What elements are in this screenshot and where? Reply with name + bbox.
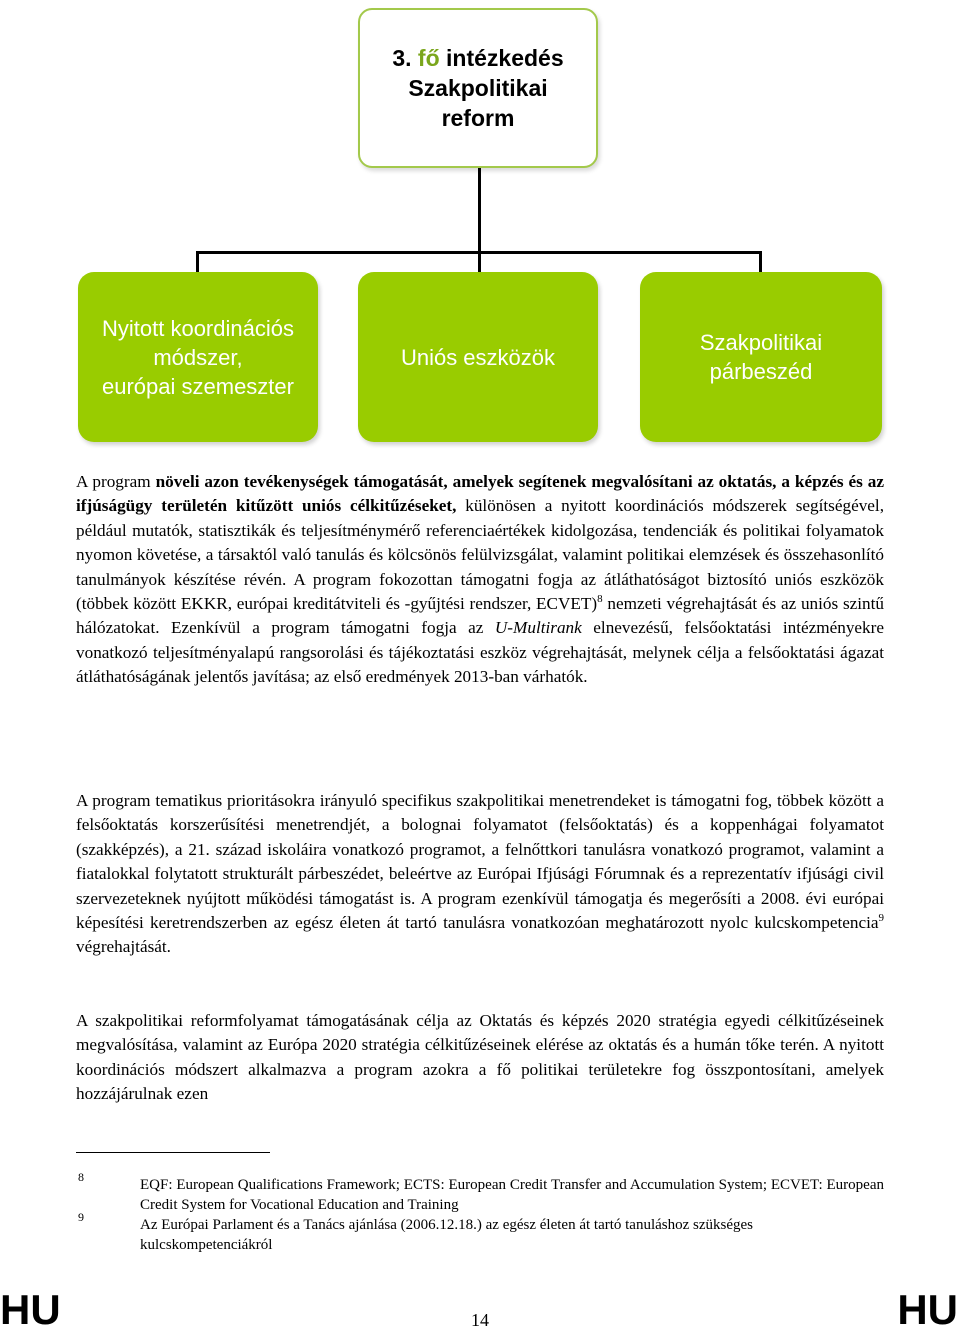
footer-language-right: HU: [897, 1286, 958, 1333]
footnote-9-text: Az Európai Parlament és a Tanács ajánlása (2006.12.18.) az egész életen át tartó tanuláshoz szükséges kulcskompetenciákról: [140, 1217, 754, 1253]
footnote-ref-9[interactable]: 9: [878, 912, 884, 925]
box-unios-eszkozok: Uniós eszközök: [358, 272, 598, 442]
box-szakpolitikai-parbeszed: Szakpolitikai párbeszéd: [640, 272, 882, 442]
footnote-9-number: 9: [78, 1210, 84, 1224]
box-nyitott-koordinacios: Nyitott koordinációs módszer, európai szemeszter: [78, 272, 318, 442]
footnote-8-text: EQF: European Qualifications Framework; ECTS: European Credit Transfer and Accumulation System; ECVET: European Credit System for Vocational Education and Training: [140, 1177, 884, 1213]
paragraph-2: A program tematikus prioritásokra irányuló specifikus szakpolitikai menetrendeket is támogatni fog, többek között a felsőoktatás korszerűsítési menetrendjét, a bolognai folyamatot (felsőoktatás) és a koppenhágai folyamatot (szakképzés), a 21. század iskoláira vonatkozó programot, a felnőttkori tanulásra vonatkozó programot, valamint a fiatalokkal folytatott strukturált párbeszédet, beleértve az Európai Ifjúsági Fórumnak és a reprezentatív ifjúsági civil szervezeteknek nyújtott működési támogatást is. A program ezenkívül támogatja és megerősíti a 2008. évi európai képesítési keretrendszerben az egész életen át tartó tanulásra vonatkozóan meghatározott nyolc kulcskompetencia$^9$ végrehajtását.: [76, 791, 884, 957]
connector-right: [759, 251, 762, 272]
connector-left: [196, 251, 199, 272]
top-box-szakpolitikai-reform: [358, 8, 598, 168]
paragraph-3: A szakpolitikai reformfolyamat támogatásának célja az Oktatás és képzés 2020 stratégia egyedi célkitűzéseinek megvalósítása, valamint az Európa 2020 stratégia célkitűzéseinek elérése az oktatás és a humán tőke terén. A nyitott koordinációs módszert alkalmazva a program azokra a fő politikai területekre fog összpontosítani, amelyek hozzájárulnak ezen: [76, 1011, 884, 1104]
page-number: 14: [471, 1310, 489, 1330]
top-box-line2: Szakpolitikai: [408, 75, 548, 101]
footnote-divider: [76, 1152, 270, 1153]
top-box-line1: 3. fő intézkedés: [392, 45, 564, 71]
connector-vertical-top: [478, 168, 481, 252]
connector-mid: [478, 251, 481, 272]
footnote-8-number: 8: [78, 1170, 84, 1184]
top-box-line3: reform: [441, 105, 515, 131]
hierarchy-diagram: [0, 0, 960, 460]
paragraph-1: A program növeli azon tevékenységek támogatását, amelyek segítenek megvalósítani az oktatás, a képzés és az ifjúságügy területén kitűzött uniós célkitűzéseket, különösen a nyitott koordinációs módszerek segítségével, például mutatók, statisztikák és teljesítménymérő referenciaértékek kidolgozása, tendenciák és politikai folyamatok nyomon követése, a társaktól való tanulás és kölcsönös felülvizsgálat, valamint politikai elemzések és összehasonlító tanulmányok készítése révén. A program fokozottan támogatni fogja az átláthatóságot biztosító uniós eszközök (többek között EKKR, európai kreditátviteli és -gyűjtési rendszer, ECVET)$^8$ nemzeti végrehajtását és az uniós szintű hálózatokat. Ezenkívül a program támogatni fogja az U-Multirank elnevezésű, felsőoktatási intézményekre vonatkozó teljesítményalapú rangsorolási és tájékoztatási eszköz végrehajtását, melynek célja a felsőoktatási ágazat átláthatóságának jelentős javítása; az első eredmények 2013-ban várhatók.: [76, 472, 885, 687]
footer-language-left: HU: [0, 1286, 61, 1333]
footnote-ref-8[interactable]: 8: [597, 593, 603, 606]
